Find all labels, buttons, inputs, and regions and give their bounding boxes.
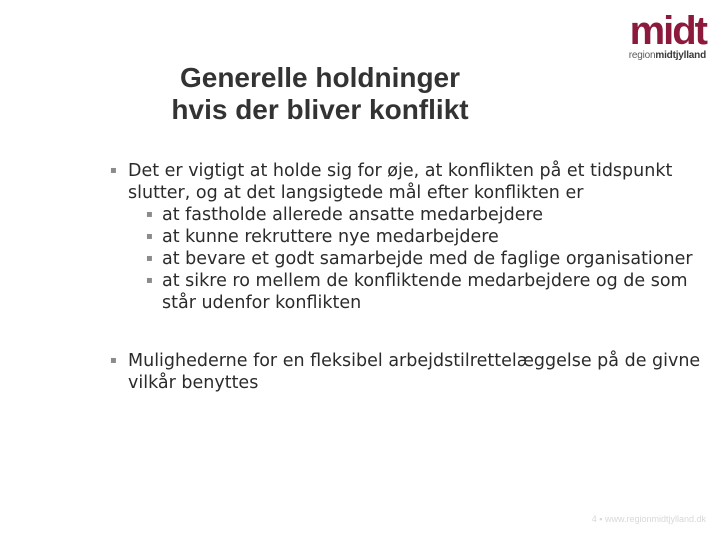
bullet-text: Det er vigtigt at holde sig for øje, at konflikten på et tidspunkt slutter, og at det langsigtede mål efter konflikten er [128,161,673,203]
bullet-text: Mulighederne for en fleksibel arbejdstilrettelæggelse på de givne vilkår benyttes [128,351,701,393]
bullet-marker: ▪ [110,165,117,176]
bullet-marker: ▪ [146,231,153,242]
sub-bullet-text: at sikre ro mellem de konfliktende medarbejdere og de som står udenfor konflikten [162,271,688,313]
sub-bullet-text: at fastholde allerede ansatte medarbejdere [162,205,544,225]
title-line-2: hvis der bliver konflikt [171,94,469,125]
logo-sub-bold: midtjylland [655,50,706,61]
logo-mark: midt [629,9,706,53]
sub-bullet-item [146,248,710,270]
title-line-1: Generelle holdninger [179,62,461,93]
region-midtjylland-logo [614,9,706,61]
sub-bullet-item [146,226,710,248]
slide-body [110,160,710,394]
bullet-item [110,160,710,204]
slide-title [120,62,520,126]
footer-separator: ▪ [599,514,603,524]
footer-url: www.regionmidtjylland.dk [604,514,706,524]
bullet-marker: ▪ [110,355,117,366]
sub-bullet-text: at bevare et godt samarbejde med de faglige organisationer [162,249,693,269]
bullet-marker: ▪ [146,253,153,264]
sub-bullet-list [146,204,710,314]
sub-bullet-text: at kunne rekruttere nye medarbejdere [162,227,499,247]
bullet-marker: ▪ [146,209,153,220]
bullet-item [110,350,710,394]
sub-bullet-item [146,204,710,226]
logo-sub-plain: region [628,50,656,61]
sub-bullet-item [146,270,710,314]
bullet-marker: ▪ [146,275,153,286]
slide-footer [592,514,706,524]
spacer [110,314,710,350]
logo-subtitle [614,50,706,61]
page-number: 4 [591,514,597,524]
